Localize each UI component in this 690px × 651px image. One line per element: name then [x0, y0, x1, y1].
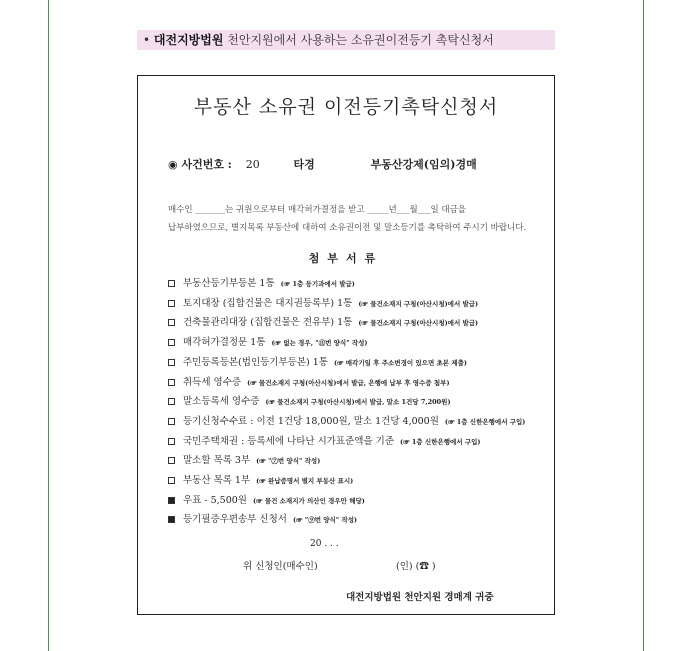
checkbox-icon: [168, 339, 175, 346]
case-type: 타경: [293, 158, 315, 171]
attachment-item: [168, 354, 467, 368]
checkbox-icon: [168, 477, 175, 484]
item-text: 우표 - 5,500원: [183, 494, 247, 506]
application-form: [137, 75, 555, 615]
item-text: 건축물관리대장 (집합건물은 전유부) 1통: [183, 317, 353, 329]
checkbox-icon: [168, 359, 175, 366]
item-text: 주민등록등본(법인등기부등본) 1통: [183, 356, 328, 368]
item-note: (☞ 물건 소재지가 의산인 경우만 해당): [252, 496, 365, 505]
right-border: [643, 0, 644, 651]
body-line-2: 납부하였으므로, 별지목록 부동산에 대하여 소유권이전 및 말소등기를 촉탁하여 주시기 바랍니다.: [168, 223, 527, 233]
item-note: (☞ 물건소재지 구청(아산시청)에서 발급): [358, 299, 479, 308]
checkbox-icon: [168, 438, 175, 445]
item-text: 부동산 목록 1부: [183, 475, 251, 486]
item-text: 등기필증우편송부 신청서: [183, 514, 287, 526]
attachment-item: [168, 393, 451, 407]
checkbox-icon: [168, 379, 175, 386]
item-text: 부동산등기부등본 1통: [183, 278, 275, 289]
case-mark-icon: ◉: [168, 158, 178, 171]
item-text: 말소등록세 영수증: [183, 396, 260, 408]
case-label: 사건번호 :: [181, 158, 232, 171]
caption-text: 천안지원에서 사용하는 소유권이전등기 촉탁신청서: [223, 33, 494, 47]
case-year: 20: [245, 158, 260, 171]
court-name: 대전지방법원: [153, 33, 224, 47]
checkbox-icon: [168, 516, 175, 523]
item-text: 매각허가결정문 1통: [183, 337, 266, 349]
attachment-item: [168, 511, 357, 525]
form-title: 부동산 소유권 이전등기촉탁신청서: [193, 96, 499, 118]
item-text: 국민주택채권 : 등록세에 나타난 시가표준액을 기준: [183, 435, 395, 447]
recipient: 대전지방법원 천안지원 경매계 귀중: [346, 592, 494, 603]
item-text: 취득세 영수증: [183, 376, 242, 388]
checkbox-icon: [168, 319, 175, 326]
attachment-item: [168, 374, 450, 388]
attachment-item: [168, 413, 525, 427]
item-note: (☞ 물건소재지 구청(아산시청)에서 발급, 말소 1건당 7,200원): [265, 398, 451, 407]
attachment-item: [168, 334, 368, 348]
checkbox-icon: [168, 457, 175, 464]
case-kind: 부동산강제(임의)경매: [370, 158, 477, 171]
item-note: (☞ "⑦번 양식" 작성): [256, 457, 321, 466]
attachments-title: 첨부서류: [308, 252, 384, 265]
caption-bar: [137, 30, 555, 50]
attachment-item: [168, 433, 481, 447]
date-line: 20 . . .: [310, 539, 339, 549]
seal-phone: (인) (☎ ): [396, 561, 436, 572]
attachment-item: [168, 275, 355, 289]
item-note: (☞ 물건소재지 구청(아산시청)에서 발급): [358, 319, 479, 328]
checkbox-icon: [168, 418, 175, 425]
item-note: (☞ 매각기일 후 주소변경이 있으면 초본 제출): [333, 358, 467, 367]
attachment-item: [168, 314, 478, 328]
item-note: (☞ 1층 신한은행에서 구입): [400, 437, 481, 446]
item-text: 말소할 목록 3부: [183, 455, 251, 467]
item-note: (☞ 완납증명서 별지 부동산 표시): [256, 477, 354, 485]
item-text: 등기신청수수료 : 이전 1건당 18,000원, 말소 1건당 4,000원: [183, 415, 439, 427]
left-border: [48, 0, 49, 651]
checkbox-icon: [168, 398, 175, 405]
attachment-item: [168, 452, 320, 466]
item-note: (☞ 1층 신한은행에서 구입): [444, 417, 526, 426]
body-line-1: 매수인 _______는 귀원으로부터 매각허가결정을 받고 _____년___월___일 대금을: [168, 205, 466, 215]
attachment-item: [168, 295, 478, 309]
attachment-item: [168, 472, 353, 486]
item-note: (☞ 없는 경우, "⑪번 양식" 작성): [271, 339, 368, 348]
item-note: (☞ 물건소재지 구청(아산시청)에서 발급, 은행에 납부 후 영수증 첨부): [247, 378, 450, 387]
item-text: 토지대장 (집합건물은 대지권등록부) 1통: [183, 297, 353, 309]
item-note: (☞ 1층 등기과에서 발급): [280, 280, 355, 288]
checkbox-icon: [168, 300, 175, 307]
case-number-row: [168, 156, 477, 172]
checkbox-icon: [168, 280, 175, 287]
item-note: (☞ "⑨번 양식" 작성): [292, 516, 358, 525]
bullet: •: [143, 33, 151, 47]
attachment-item: [168, 492, 365, 506]
applicant-label: 위 신청인(매수인): [243, 561, 318, 572]
checkbox-icon: [168, 497, 175, 504]
